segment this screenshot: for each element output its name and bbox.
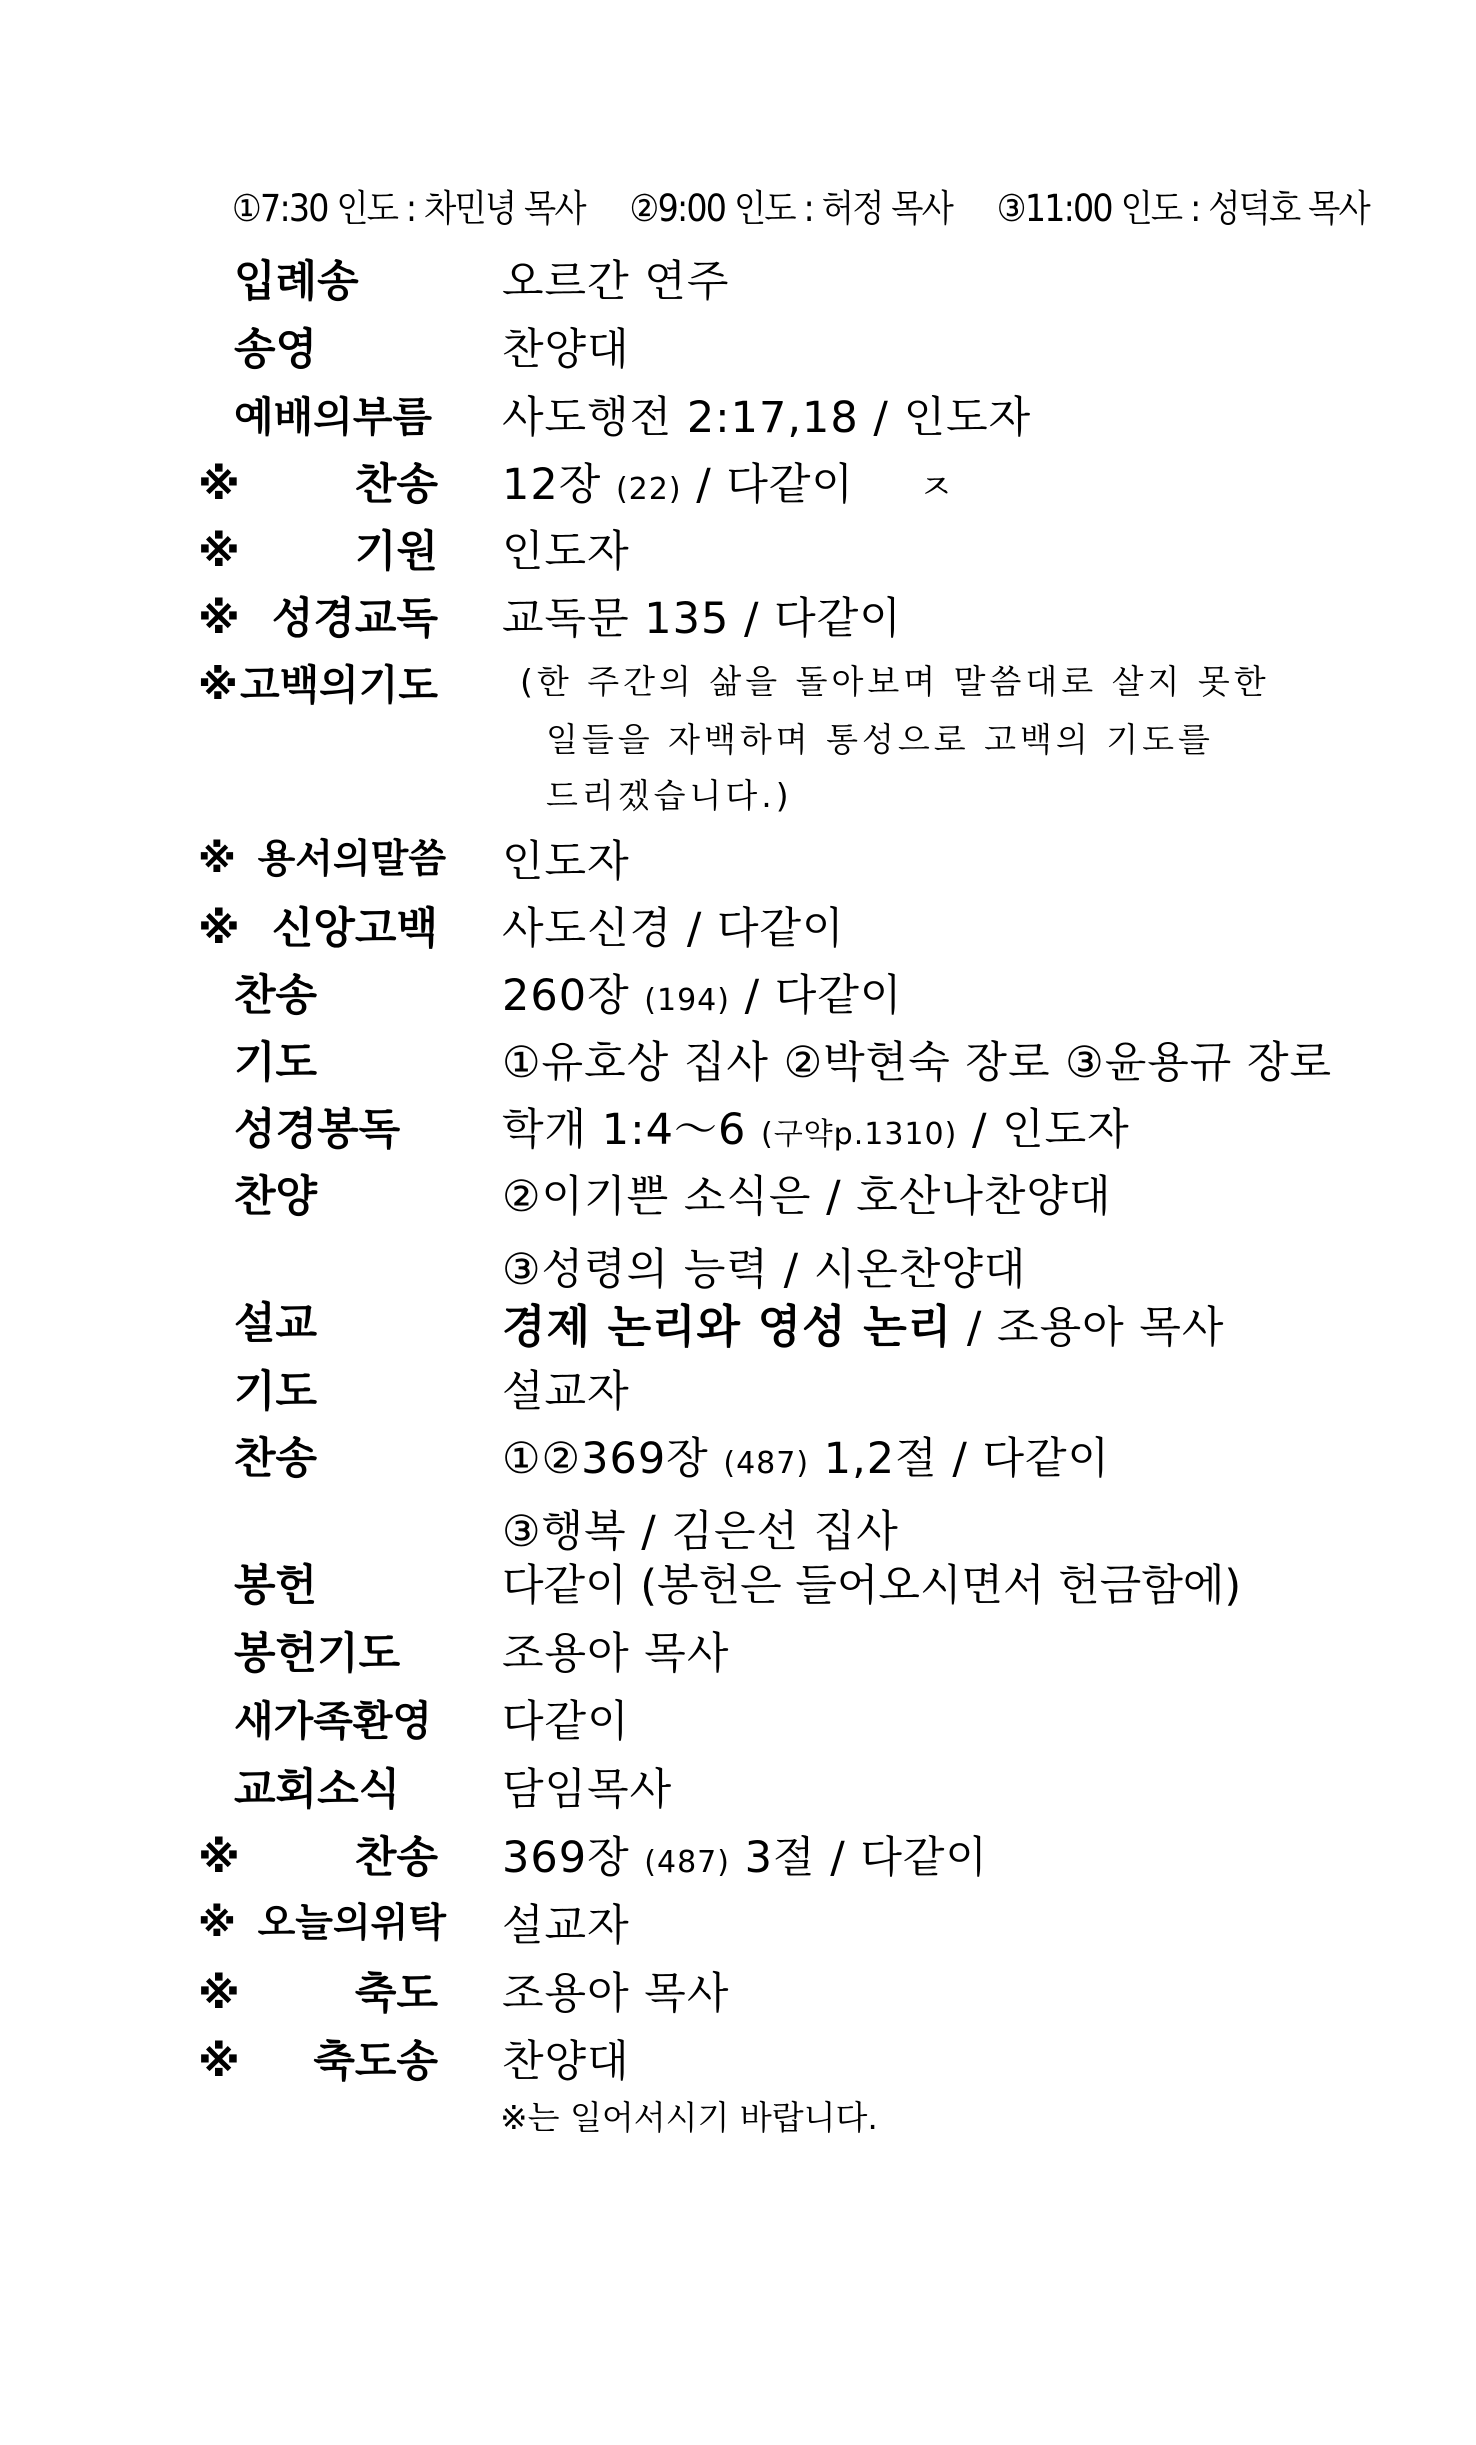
order-label: 봉헌기도 xyxy=(234,1629,401,1679)
confession-line-2: 일들을 자백하며 통성으로 고백의 기도를 xyxy=(546,720,1214,759)
order-content: 인도자 xyxy=(502,527,630,577)
anthem-line-1: ②이기쁜 소식은 / 호산나찬양대 xyxy=(502,1172,1112,1222)
order-content: 설교자 xyxy=(502,1901,630,1951)
order-label: ※찬송 xyxy=(198,460,438,510)
order-content: 260장 (194) / 다같이 xyxy=(502,971,903,1021)
order-label: ※성경교독 xyxy=(198,594,438,644)
order-label: ※찬송 xyxy=(198,1833,438,1883)
standing-footnote: ※는 일어서시기 바랍니다. xyxy=(500,2098,878,2137)
order-content: 담임목사 xyxy=(502,1765,673,1815)
order-label: 기도 xyxy=(234,1038,318,1088)
order-content: 조용아 목사 xyxy=(502,1629,730,1679)
order-label: 입례송 xyxy=(234,257,359,307)
order-label: 봉헌 xyxy=(234,1561,318,1611)
order-content: 조용아 목사 xyxy=(502,1969,730,2019)
order-label: 찬양 xyxy=(234,1172,318,1222)
order-content: 경제 논리와 영성 논리 / 조용아 목사 xyxy=(502,1300,1225,1353)
order-label: ※고백의기도 xyxy=(198,661,438,709)
order-content: 인도자 xyxy=(502,837,630,887)
order-label: ※오늘의위탁 xyxy=(198,1901,446,1946)
order-content: ①②369장 (487) 1,2절 / 다같이 ③행복 / 김은선 집사 xyxy=(502,1434,1111,1557)
order-label: 기도 xyxy=(234,1367,318,1417)
service-time-2: ②9:00 인도 : 허정 목사 xyxy=(629,187,952,230)
order-label: 교회소식 xyxy=(234,1765,401,1815)
order-content: 설교자 xyxy=(502,1367,630,1417)
order-content: 찬양대 xyxy=(502,325,630,375)
order-content: 12장 (22) / 다같이 ㅈ xyxy=(502,460,955,510)
order-content: 369장 (487) 3절 / 다같이 xyxy=(502,1833,988,1883)
confession-line-3: 드리겠습니다.) xyxy=(546,776,793,815)
order-content: 오르간 연주 xyxy=(502,257,730,307)
order-label: ※기원 xyxy=(198,527,438,577)
order-label: 설교 xyxy=(234,1299,318,1349)
order-content: 사도신경 / 다같이 xyxy=(502,904,845,954)
order-content: 찬양대 xyxy=(502,2037,630,2087)
order-label: 찬송 xyxy=(234,1434,318,1484)
order-content: 다같이 (봉헌은 들어오시면서 헌금함에) xyxy=(502,1561,1242,1611)
order-content: ①유호상 집사 ②박현숙 장로 ③윤용규 장로 xyxy=(502,1038,1333,1088)
order-content xyxy=(502,1163,1112,1297)
order-label: 새가족환영 xyxy=(234,1697,433,1745)
order-label: ※축도송 xyxy=(198,2037,438,2087)
order-content: 다같이 xyxy=(502,1697,630,1747)
anthem-line-2: ③성령의 능력 / 시온찬양대 xyxy=(502,1245,1027,1295)
order-label: 예배의부름 xyxy=(234,393,433,441)
order-content: 사도행전 2:17,18 / 인도자 xyxy=(502,393,1032,443)
order-label: 성경봉독 xyxy=(234,1105,401,1155)
service-times xyxy=(232,178,1369,232)
order-label: ※축도 xyxy=(198,1969,438,2019)
order-label: 찬송 xyxy=(234,971,318,1021)
annotation-mark: ㅈ xyxy=(918,467,955,508)
service-time-1: ①7:30 인도 : 차민녕 목사 xyxy=(232,187,585,230)
order-label: ※신앙고백 xyxy=(198,904,438,954)
confession-line-1: (한 주간의 삶을 돌아보며 말씀대로 살지 못한 xyxy=(520,662,1270,701)
order-content: 학개 1:4～6 (구약p.1310) / 인도자 xyxy=(502,1105,1130,1155)
sermon-title: 경제 논리와 영성 논리 xyxy=(502,1300,953,1353)
order-label: ※용서의말씀 xyxy=(198,837,446,882)
order-content: 교독문 135 / 다같이 xyxy=(502,594,902,644)
order-label: 송영 xyxy=(234,325,318,375)
service-time-3: ③11:00 인도 : 성덕호 목사 xyxy=(996,187,1369,230)
